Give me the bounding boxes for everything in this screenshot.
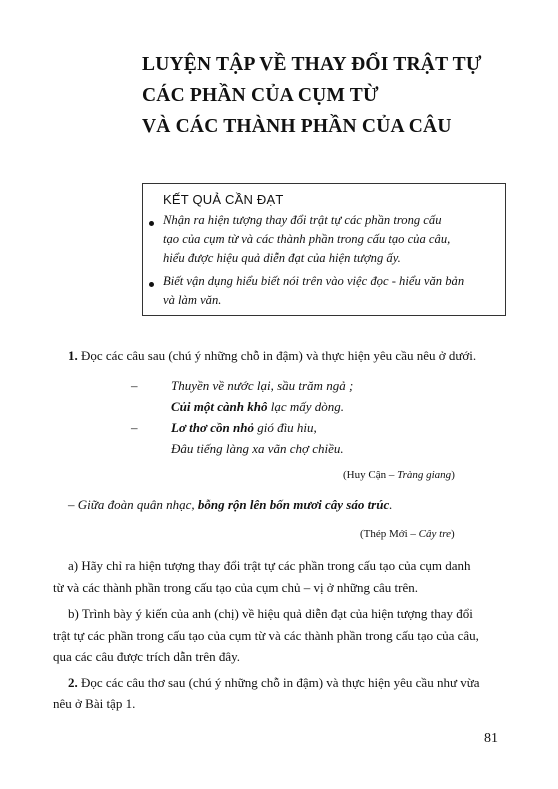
page-number: 81 bbox=[484, 731, 498, 746]
prose-quote bbox=[68, 497, 393, 513]
title-line-3: VÀ CÁC THÀNH PHẦN CỦA CÂU bbox=[142, 116, 452, 137]
exercise-2-line-1 bbox=[68, 675, 480, 691]
exercise-2-line-2: nêu ở Bài tập 1. bbox=[53, 696, 136, 711]
poem-line-3 bbox=[171, 420, 317, 436]
poem-line-3-rest: gió đìu hiu, bbox=[253, 420, 317, 435]
prose-highlight: bỗng rộn lên bốn mươi cây sáo trúc bbox=[197, 497, 390, 512]
exercise-1-instruction bbox=[68, 348, 476, 364]
exercise-1-number: 1. bbox=[68, 348, 78, 363]
question-b-line-2: trật tự các phần trong cấu tạo của cụm từ và các thành phần trong cấu tạo của câu, bbox=[53, 628, 479, 643]
bullet-icon bbox=[149, 282, 154, 287]
poem-dash: – bbox=[131, 378, 138, 393]
question-a-line-2: từ và các thành phần trong cấu tạo của cụm chủ – vị ở những câu trên. bbox=[53, 580, 418, 595]
poem-line-2 bbox=[171, 399, 344, 415]
bullet-icon bbox=[149, 221, 154, 226]
bullet2-line1: Biết vận dụng hiểu biết nói trên vào việc đọc - hiểu văn bản bbox=[163, 274, 465, 288]
poem-line-1: Thuyền về nước lại, sầu trăm ngả ; bbox=[171, 378, 354, 393]
source-citation-2 bbox=[360, 528, 455, 540]
title-line-1: LUYỆN TẬP VỀ THAY ĐỔI TRẬT TỰ bbox=[142, 54, 482, 75]
source-2-close: ) bbox=[450, 528, 455, 540]
exercise-2-number: 2. bbox=[68, 675, 78, 690]
exercise-2-text: Đọc các câu thơ sau (chú ý những chỗ in đậm) và thực hiện yêu cầu như vừa bbox=[81, 675, 480, 690]
question-b-line-1: b) Trình bày ý kiến của anh (chị) về hiệu quả diễn đạt của hiện tượng thay đổi bbox=[68, 606, 473, 621]
poem-line-4: Đâu tiếng làng xa vãn chợ chiều. bbox=[171, 441, 344, 456]
prose-start: – Giữa đoàn quân nhạc, bbox=[68, 497, 198, 512]
poem-dash: – bbox=[131, 420, 138, 435]
question-b-line-3: qua các câu được trích dẫn trên đây. bbox=[53, 649, 241, 664]
poem-line-2-rest: lạc mấy dòng. bbox=[267, 399, 344, 414]
source-2-work: Cây tre bbox=[418, 528, 451, 540]
prose-end: . bbox=[389, 497, 393, 512]
source-1-close: ) bbox=[451, 469, 455, 481]
source-citation-1 bbox=[343, 469, 455, 481]
title-line-2: CÁC PHẦN CỦA CỤM TỪ bbox=[142, 85, 379, 106]
bullet1-line2: tạo của cụm từ và các thành phần trong cấu tạo của câu, bbox=[163, 232, 451, 246]
learning-outcomes-box bbox=[142, 183, 506, 316]
poem-line-3-highlight: Lơ thơ cồn nhỏ bbox=[171, 420, 254, 435]
exercise-1-text: Đọc các câu sau (chú ý những chỗ in đậm) và thực hiện yêu cầu nêu ở dưới. bbox=[81, 348, 477, 363]
bullet1-line3: hiểu được hiệu quả diễn đạt của hiện tượng ấy. bbox=[163, 251, 401, 265]
source-1-work: Tràng giang bbox=[397, 469, 452, 481]
question-a-line-1: a) Hãy chỉ ra hiện tượng thay đổi trật tự các phần trong cấu tạo của cụm danh bbox=[68, 558, 471, 573]
source-2-author: (Thép Mới – bbox=[360, 528, 419, 540]
bullet2-line2: và làm văn. bbox=[163, 293, 222, 307]
bullet1-line1: Nhận ra hiện tượng thay đổi trật tự các phần trong cấu bbox=[163, 213, 442, 227]
poem-line-2-highlight: Củi một cành khô bbox=[171, 399, 268, 414]
source-1-author: (Huy Cận – bbox=[343, 469, 398, 481]
outcomes-heading: KẾT QUẢ CẦN ĐẠT bbox=[163, 192, 284, 207]
